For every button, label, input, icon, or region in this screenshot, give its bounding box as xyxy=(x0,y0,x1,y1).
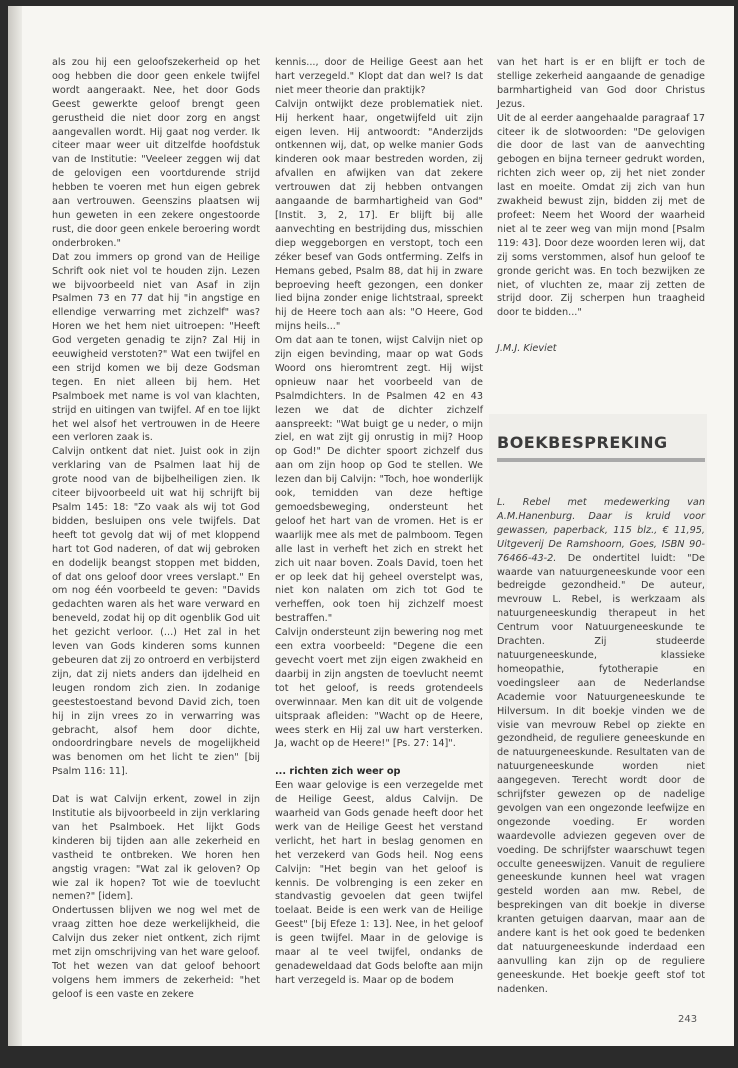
article-column-1 xyxy=(52,56,260,1002)
page-number: 243 xyxy=(678,1014,698,1025)
magazine-page xyxy=(8,6,734,1046)
review-paragraph xyxy=(497,496,705,997)
paragraph: Een waar gelovige is een verzegelde met de Heilige Geest, aldus Calvijn. De waarheid van Gods genade heeft door het werk van de Heilige Geest het verstand verlicht, het hart in beslag genomen en het verzekerd van Gods heil. Nog eens Calvijn: "Het begin van het geloof is kennis. De volbrenging is een zeker en standvastig gevoelen dat geen twijfel toelaat. Beide is een werk van de Heilige Geest" [bij Efeze 1: 13]. Nee, in het geloof is geen twijfel. Maar in de gelovige is maar al te veel twijfel, ondanks de genadeweldaad dat Gods belofte aan mijn hart verzegeld is. Maar op de bodem xyxy=(275,780,483,986)
paragraph: Dat zou immers op grond van de Heilige Schrift ook niet vol te houden zijn. Lezen we bijvoorbeeld niet van Asaf in zijn Psalmen 73 en 77 dat hij "in angstige en ellendige verwarring met zichzelf" was? Horen we het hem niet uitroepen: "Heeft God vergeten genadig te zijn? Zal Hij in eeuwigheid verstoten?" Wat een twijfel en een strijd komen we bij deze Godsman tegen. En niet alleen bij hem. Het Psalmboek met name is vol van klachten, strijd en uitingen van twijfel. Af en toe lijkt het wel alsof het vertrouwen in de Heere een verloren zaak is. xyxy=(52,251,260,444)
article-column-2 xyxy=(275,56,483,988)
paragraph: Om dat aan te tonen, wijst Calvijn niet op zijn eigen bevinding, maar op wat Gods Woord ons hieromtrent zegt. Hij wijst opnieuw naar het voorbeeld van de Psalmdichters. In de Psalmen 42 en 43 lezen we dat de dichter zichzelf aanspreekt: "Wat buigt ge u neder, o mijn ziel, en wat zijt gij onrustig in mij? Hoop op God!" De dichter spoort zichzelf dus aan om zijn hoop op God te stellen. We lezen dan bij Calvijn: "Toch, hoe wonderlijk ook, temidden van deze heftige gemoedsbeweging, ondersteunt het geloof het hart van de vromen. Het is er waarlijk mee als met de palmboom. Tegen alle last in verheft het zich en strekt het zich uit naar boven. Zoals David, toen het er op leek dat hij geheel overstelpt was, niet kon nalaten om zich tot God te verheffen, ook toen hij zichzelf moest bestraffen." xyxy=(275,335,483,625)
paragraph: Uit de al eerder aangehaalde paragraaf 17 citeer ik de slotwoorden: "De gelovigen die door de last van de aanvechting gebogen en bijna terneer gedrukt worden, richten zich weer op, zij het niet zonder last en moeite. Omdat zij zich van hun zwakheid bewust zijn, bidden zij met de profeet: Neem het Woord der waarheid niet al te zeer weg van mijn mond [Psalm 119: 43]. Door deze woorden leren wij, dat zij soms verstommen, alsof hun geloof te gronde gericht was. En toch bezwijken ze niet, of vluchten ze, maar zij zetten de strijd door. Zij scherpen hun traagheid door te bidden..." xyxy=(497,112,705,319)
article-column-3 xyxy=(497,56,705,356)
paragraph: Dat is wat Calvijn erkent, zowel in zijn Institutie als bijvoorbeeld in zijn verklaring van het Psalmboek. Het lijkt Gods kinderen bij tijden aan alle zekerheid en vastheid te ontbreken. We horen hen angstig vragen: "Wat zal ik geloven? Op wie zal ik hopen? Tot wie de toevlucht nemen?" [idem]. xyxy=(52,794,260,903)
paragraph: van het hart is er en blijft er toch de stellige zekerheid aangaande de genadige barmhartigheid van God door Christus Jezus. xyxy=(497,57,705,110)
paragraph: als zou hij een geloofszekerheid op het oog hebben die door geen enkele twijfel wordt aangeraakt. Nee, het door Gods Geest gewerkte geloof brengt geen gerustheid die niet door zorg en angst aangevallen wordt. Hij gaat nog verder. Ik citeer maar weer uit ditzelfde hoofdstuk van de Institutie: "Veeleer zeggen wij dat de gelovigen een voortdurende strijd hebben te voeren met hun eigen gebrek aan vertrouwen. Geenszins plaatsen wij hun geweten in een zekere ongestoorde rust, die door geen enkele beroering wordt onderbroken." xyxy=(52,57,260,249)
author-signature: J.M.J. Kieviet xyxy=(497,343,557,355)
book-citation: L. Rebel met medewerking van A.M.Hanenburg. Daar is kruid voor gewassen, paperback, 115 blz., € 11,95, Uitgeverij De Ramshoorn, Goes, ISBN 90-76466-43-2. xyxy=(497,497,705,564)
book-review-header xyxy=(497,433,705,462)
book-review-text xyxy=(497,496,705,997)
paragraph-spacer xyxy=(52,779,260,793)
section-divider xyxy=(497,458,705,462)
paragraph: Ondertussen blijven we nog wel met de vraag zitten hoe deze werkelijkheid, die Calvijn dus zeker niet ontkent, zich rijmt met zijn omschrijving van het ware geloof. Tot het wezen van dat geloof behoort volgens hem immers de zekerheid: "het geloof is een vaste en zekere xyxy=(52,905,260,1000)
paragraph: Calvijn ondersteunt zijn bewering nog met een extra voorbeeld: "Degene die een gevecht voert met zijn eigen zwakheid en daarbij in zijn angsten de toevlucht neemt tot het geloof, is reeds grotendeels overwinnaar. Men kan dit uit de volgende uitspraak afleiden: "Wacht op de Heere, wees sterk en Hij zal uw hart versterken. Ja, wacht op de Heere!" [Ps. 27: 14]". xyxy=(275,627,483,750)
book-review-title: BOEKBESPREKING xyxy=(497,433,668,452)
paragraph: Calvijn ontkent dat niet. Juist ook in zijn verklaring van de Psalmen laat hij de grote nood van de bijbelheiligen zien. Ik citeer bijvoorbeeld uit wat hij schrijft bij Psalm 145: 18: "Zo vaak als wij tot God bidden, besluipen ons vele twijfels. Dat heeft tot gevolg dat wij of met kloppend hart tot God naderen, of dat wij gebroken en dodelijk beangst stoppen met bidden, of dat ons geloof door vrees verslapt." En om nog één voorbeeld te geven: "Davids gedachten waren als het ware verward en beneveld, zodat hij op dit ogenblik God uit het gezicht verloor. (...) Het zal in het leven van Gods kinderen soms kunnen gebeuren dat zij zo ontroerd en verbijsterd zijn, dat zij niets anders dan ijdelheid en leugen rondom zich zien. In zodanige geestestoestand bevond David zich, toen hij in zijn vrees zo in verwarring was gebracht, alsof hem door dichte, ondoordringbare nevels de mogelijkheid was benomen om het licht te zien" [bij Psalm 116: 11]. xyxy=(52,446,260,778)
review-body: De ondertitel luidt: "De waarde van natuurgeneeskunde voor een bedreigde gezondheid." De auteur, mevrouw L. Rebel, is werkzaam als natuurgeneeskundig therapeut in het Centrum voor Natuurgeneeskunde te Drachten. Zij studeerde natuurgeneeskunde, klassieke homeopathie, fytotherapie en voedingsleer aan de Nederlandse Academie voor Natuurgeneeskunde te Hilversum. In dit boekje vinden we de visie van mevrouw Rebel op ziekte en gezondheid, de reguliere geneeskunde en de natuurgeneeskunde. Resultaten van de natuurgeneeskunde worden niet aangegeven. Terecht wordt door de schrijfster gewezen op de nadelige gevolgen van een ongezonde leefwijze en ongezonde voeding. Er worden waardevolle adviezen gegeven over de voeding. De schrijfster waarschuwt tegen occulte geneeswijzen. Vanuit de reguliere geneeskunde kunnen heel wat vragen gesteld worden aan mw. Rebel, de besprekingen van dit boekje in diverse kranten getuigen daarvan, maar aan de andere kant is het ook goed te bedenken dat natuurgeneeskunde inderdaad een aanvulling kan zijn op de reguliere geneeskunde. Het boekje geeft stof tot nadenken. xyxy=(497,552,705,995)
page-spine-shadow xyxy=(8,6,22,1046)
paragraph: Calvijn ontwijkt deze problematiek niet. Hij herkent haar, ongetwijfeld uit zijn eigen leven. Hij antwoordt: "Anderzijds ontkennen wij, dat, op welke manier Gods kinderen ook maar bestreden worden, zij afvallen en afwijken van dat zekere vertrouwen dat zij hebben ontvangen aangaande de barmhartigheid van God" [Instit. 3, 2, 17]. Er blijft bij alle aanvechting en bestrijding dus, misschien diep weggeborgen en verstopt, toch een zéker besef van Gods ontferming. Zelfs in Hemans gebed, Psalm 88, dat hij in zware beproeving heeft gezongen, een donker lied bijna zonder enige lichtstraal, spreekt hij de Heere toch aan als: "O Heere, God mijns heils..." xyxy=(275,98,483,333)
paragraph: kennis..., door de Heilige Geest aan het hart verzegeld." Klopt dat dan wel? Is dat niet meer theorie dan praktijk? xyxy=(275,57,483,96)
paragraph-spacer xyxy=(275,751,483,765)
section-subheading: ... richten zich weer op xyxy=(275,766,401,778)
